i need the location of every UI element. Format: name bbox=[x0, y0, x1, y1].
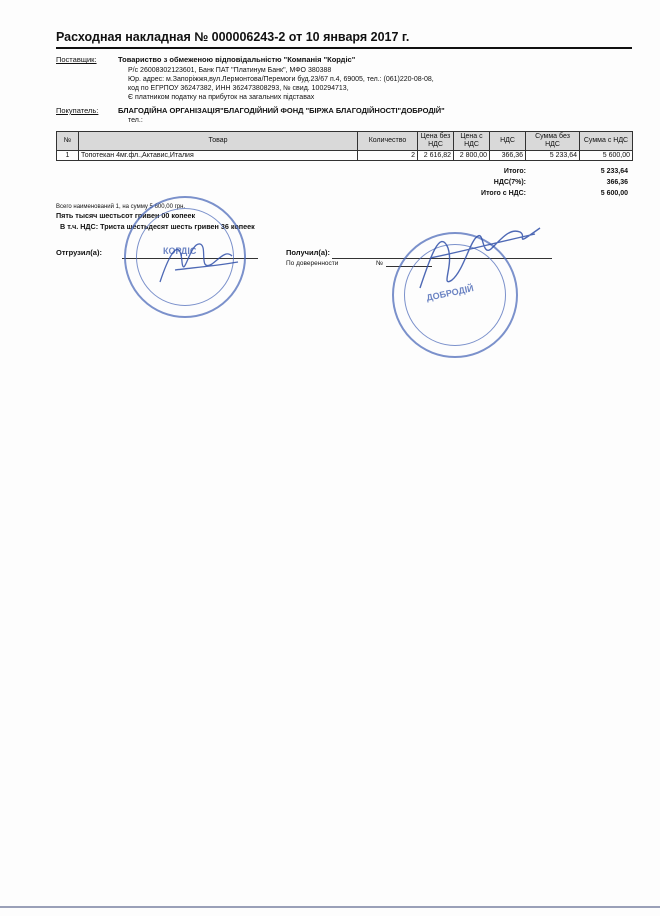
document-title: Расходная накладная № 000006243-2 от 10 января 2017 г. bbox=[56, 30, 410, 44]
row-number: 1 bbox=[57, 151, 79, 161]
stamp-left-text: КОРДІС bbox=[163, 246, 197, 256]
total-net-value: 5 233,64 bbox=[600, 168, 628, 175]
scan-edge-line bbox=[0, 906, 660, 908]
vat-cell: 366,36 bbox=[490, 151, 526, 161]
proxy-label: По доверенности bbox=[286, 260, 339, 267]
supplier-name: Товариство з обмеженою відповідальністю "Компанія "Кордіс" bbox=[118, 55, 356, 64]
buyer-name: БЛАГОДІЙНА ОРГАНІЗАЦІЯ"БЛАГОДІЙНИЙ ФОНД "БІРЖА БЛАГОДІЙНОСТІ"ДОБРОДІЙ" bbox=[118, 106, 445, 115]
table-row bbox=[57, 151, 633, 161]
signature-right-image bbox=[400, 218, 550, 308]
quantity-cell: 2 bbox=[358, 151, 418, 161]
column-header: Цена без НДС bbox=[418, 132, 454, 151]
total-gross-value: 5 600,00 bbox=[600, 190, 628, 197]
proxy-number-label: № bbox=[376, 260, 383, 267]
column-header: Товар bbox=[79, 132, 358, 151]
column-header: № bbox=[57, 132, 79, 151]
supplier-line: Юр. адрес: м.Запоріжжя,вул.Лермонтова/Перемоги буд.23/67 п.4, 69005, тел.: (061)220-08-08, bbox=[128, 76, 434, 83]
price-net-cell: 2 616,82 bbox=[418, 151, 454, 161]
total-vat-value: 366,36 bbox=[606, 179, 628, 186]
supplier-line: Є платником податку на прибуток на загальних підставах bbox=[128, 94, 315, 101]
received-by-label: Получил(а): bbox=[286, 248, 331, 257]
vat-in-words: В т.ч. НДС: Триста шестьдесят шесть гривен 36 копеек bbox=[60, 222, 255, 231]
total-vat-label: НДС(7%): bbox=[493, 179, 526, 186]
table-header-row bbox=[57, 132, 633, 151]
stamp-right-text: ДОБРОДІЙ bbox=[425, 283, 475, 303]
title-divider bbox=[56, 47, 632, 49]
items-count-line: Всего наименований 1, на сумму 5 600,00 грн. bbox=[56, 204, 186, 210]
signature-left-image bbox=[120, 222, 260, 302]
buyer-phone: тел.: bbox=[128, 117, 143, 124]
supplier-line: Р/с 26008302123601, Банк ПАТ "Платинум Банк", МФО 380388 bbox=[128, 67, 332, 74]
column-header: Количество bbox=[358, 132, 418, 151]
total-gross-label: Итого с НДС: bbox=[481, 190, 526, 197]
column-header: НДС bbox=[490, 132, 526, 151]
column-header: Цена с НДС bbox=[454, 132, 490, 151]
product-name: Топотекан 4мг.фл.,Актавис,Италия bbox=[79, 151, 358, 161]
amount-in-words: Пять тысяч шестьсот гривен 00 копеек bbox=[56, 211, 196, 220]
supplier-line: код по ЕГРПОУ 36247382, ИНН 362473808293, № свид. 100294713, bbox=[128, 85, 349, 92]
shipped-by-label: Отгрузил(а): bbox=[56, 248, 102, 257]
supplier-label: Поставщик: bbox=[56, 55, 97, 64]
sum-net-cell: 5 233,64 bbox=[526, 151, 580, 161]
column-header: Сумма без НДС bbox=[526, 132, 580, 151]
price-gross-cell: 2 800,00 bbox=[454, 151, 490, 161]
column-header: Сумма с НДС bbox=[580, 132, 633, 151]
buyer-label: Покупатель: bbox=[56, 106, 99, 115]
total-net-label: Итого: bbox=[503, 168, 526, 175]
goods-table bbox=[56, 131, 633, 161]
sum-gross-cell: 5 600,00 bbox=[580, 151, 633, 161]
